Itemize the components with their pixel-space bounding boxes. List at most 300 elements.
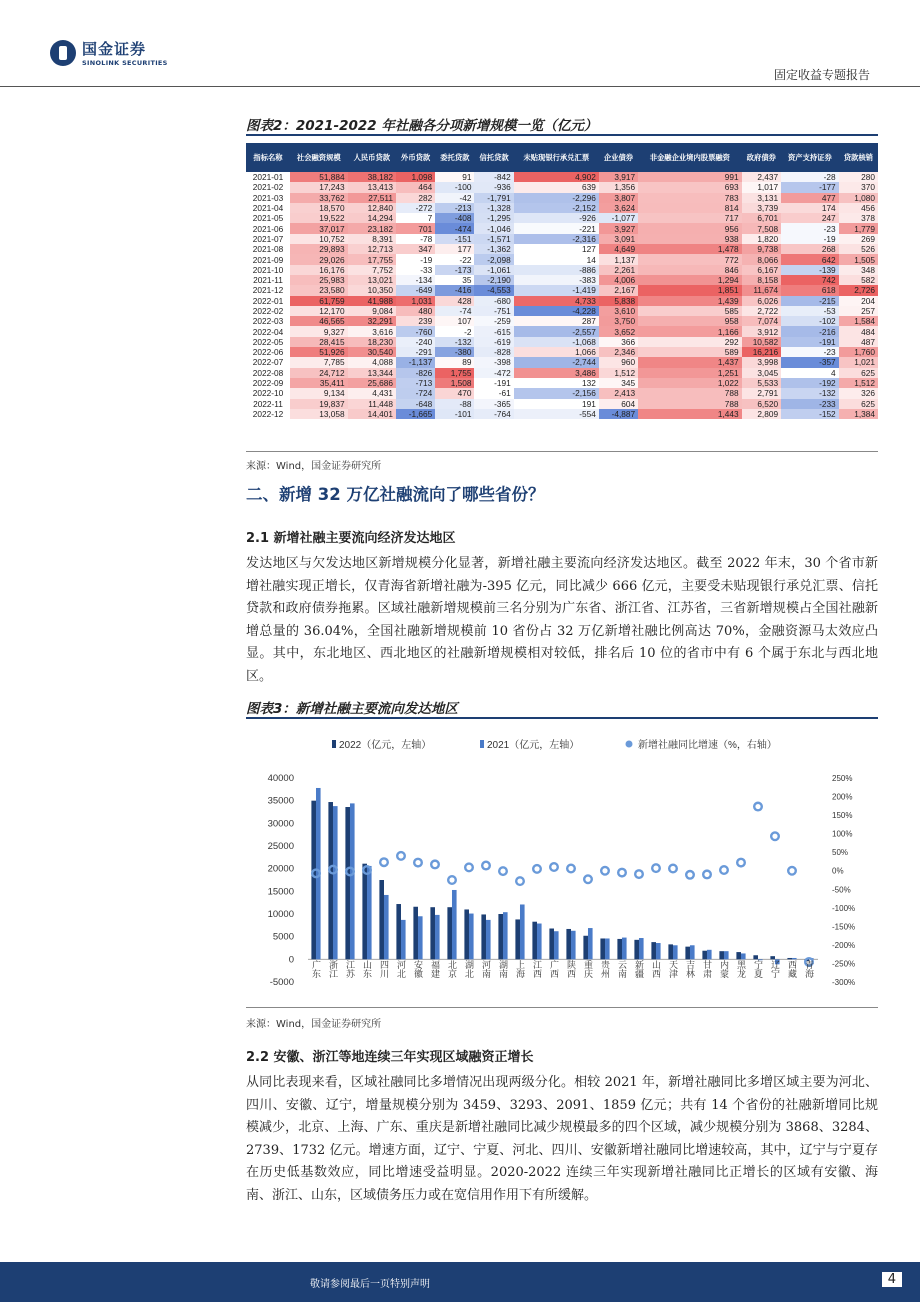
table-cell: -215 (781, 296, 839, 306)
table-cell: -23 (781, 347, 839, 357)
table-cell: 7 (427, 213, 433, 224)
table-cell: 1,505 (839, 254, 878, 264)
bar-2022 (379, 880, 384, 959)
table-cell: -713 (396, 378, 435, 388)
bar-2022 (328, 802, 333, 959)
table-cell: 345 (599, 378, 638, 388)
table-cell: 3,750 (599, 316, 638, 326)
x-axis-category-label: 河南 (480, 960, 491, 979)
growth-dot (737, 859, 745, 867)
table-cell: -1,068 (514, 337, 599, 347)
table-cell: 16,216 (742, 347, 781, 357)
right-axis-tick-label: -100% (832, 903, 856, 913)
table-cell: 526 (839, 244, 878, 254)
table-cell: 6,026 (742, 296, 781, 306)
table-cell: 1,478 (638, 244, 742, 254)
table-cell: 13,344 (348, 368, 396, 378)
table-header-cell: 未贴现银行承兑汇票 (514, 143, 599, 172)
table-cell: 3,807 (599, 193, 638, 203)
table-header-cell: 指标名称 (246, 143, 290, 172)
chart-bars (311, 788, 813, 964)
table-cell: 3,131 (742, 193, 781, 203)
bar-2021 (350, 803, 355, 959)
table-cell: 938 (638, 234, 742, 244)
table-row (246, 409, 878, 419)
table-cell: 14,401 (348, 409, 396, 419)
growth-dot (567, 865, 575, 873)
table-cell: -23 (781, 223, 839, 233)
table-cell: 280 (839, 172, 878, 182)
table-cell: 625 (839, 399, 878, 409)
x-axis-category-label: 吉林 (684, 960, 695, 979)
bar-2022 (498, 914, 503, 959)
table-cell: 1,384 (839, 409, 878, 419)
growth-dot (618, 869, 626, 877)
table-cell: 2021-05 (252, 213, 284, 224)
right-axis-tick-label: -250% (832, 959, 856, 969)
table-cell: 2022-07 (252, 357, 284, 368)
table-cell: 4,088 (348, 357, 396, 367)
table-cell: 1,443 (638, 409, 742, 419)
x-axis-category-label: 陕西 (565, 960, 576, 979)
figure3-bottom-rule (246, 1007, 878, 1008)
table-cell: 292 (638, 337, 742, 347)
growth-dot (380, 858, 388, 866)
right-axis-tick-label: -50% (832, 885, 851, 895)
table-cell: 12,840 (348, 203, 396, 213)
legend-growth-marker (626, 741, 633, 748)
table-cell: 639 (514, 182, 599, 192)
table-cell: 174 (781, 203, 839, 213)
table-cell: -1,328 (474, 203, 513, 213)
table-cell: -74 (435, 306, 474, 316)
table-cell: -842 (474, 172, 513, 182)
table-cell: 2022-12 (252, 408, 284, 419)
table-cell: 12,170 (290, 306, 348, 316)
growth-dot (686, 871, 694, 879)
table-cell: 1,584 (839, 316, 878, 326)
table-row (246, 347, 878, 357)
bar-2022 (685, 947, 690, 960)
right-axis-tick-label: 150% (832, 811, 853, 821)
table-cell: 772 (638, 254, 742, 264)
figure2-title-rule (246, 134, 878, 136)
bar-2022 (583, 936, 588, 960)
bar-2022 (566, 929, 571, 959)
left-axis-tick-label: 35000 (267, 795, 294, 807)
table-cell: -408 (435, 213, 474, 223)
table-cell: -132 (781, 388, 839, 398)
table-cell: 1,080 (839, 193, 878, 203)
left-axis-tick-label: 25000 (267, 841, 294, 852)
figure2-bottom-rule (246, 451, 878, 452)
legend-2022-label: 2022（亿元，左轴） (339, 740, 432, 751)
table-cell: -828 (474, 347, 513, 357)
table-cell: 701 (396, 223, 435, 233)
table-cell: 2,346 (599, 347, 638, 357)
growth-dot (448, 876, 456, 884)
x-axis-category-label: 四川 (378, 960, 389, 979)
bar-2021 (724, 951, 729, 959)
table-cell: -2,316 (514, 234, 599, 244)
growth-dot (669, 865, 677, 873)
table-cell: 257 (839, 306, 878, 316)
growth-dot (550, 863, 558, 871)
legend-growth-label: 新增社融同比增速（%，右轴） (638, 740, 777, 751)
table-cell: -2,156 (514, 388, 599, 398)
table-cell: 464 (396, 182, 435, 192)
table-cell: -19 (420, 254, 433, 265)
table-row (246, 234, 878, 244)
x-axis-category-label: 辽宁 (769, 960, 780, 979)
legend-2021-label: 2021（亿元，左轴） (487, 740, 580, 751)
table-cell: 19,837 (290, 399, 348, 409)
table-cell: 28,415 (290, 337, 348, 347)
table-cell: 3,652 (599, 326, 638, 336)
table-cell: 3,912 (742, 326, 781, 336)
table-cell: 282 (396, 193, 435, 203)
table-cell: -151 (435, 234, 474, 244)
table-cell: 2022-05 (252, 336, 284, 347)
table-cell: 2021-10 (252, 264, 284, 275)
bar-2021 (435, 915, 440, 959)
table-cell: 3,739 (742, 203, 781, 213)
table-cell: 6,520 (742, 399, 781, 409)
table-cell: -1,137 (396, 357, 435, 367)
table-cell: -192 (781, 378, 839, 388)
table-cell: 2,722 (742, 306, 781, 316)
x-axis-category-label: 天津 (667, 960, 678, 979)
growth-dot (788, 867, 796, 875)
table-cell: -173 (435, 265, 474, 275)
table-cell: -191 (494, 378, 511, 389)
table-cell: 2022-11 (253, 398, 283, 409)
table-cell: -648 (396, 399, 435, 409)
bar-2021 (333, 806, 338, 959)
table-cell: -78 (420, 233, 433, 244)
table-row (246, 203, 878, 213)
table-row (246, 368, 878, 378)
table-cell: 2021-02 (252, 182, 284, 193)
section2-1-heading: 2.1 新增社融主要流向经济发达地区 (246, 531, 456, 546)
table-cell: -615 (474, 326, 513, 336)
table-cell: -619 (474, 337, 513, 347)
left-axis-tick-label: 5000 (272, 931, 294, 943)
logo-icon (50, 40, 76, 66)
bar-2022 (651, 942, 656, 959)
page-header (0, 0, 920, 90)
table-cell: 17,243 (290, 182, 348, 192)
table-cell: 1,251 (638, 368, 742, 378)
right-axis-tick-label: 250% (832, 774, 853, 783)
table-cell: 35 (462, 275, 472, 286)
section2-1-paragraph: 发达地区与欠发达地区新增规模分化显著，新增社融主要流向经济发达地区。截至 2022 年末，30 个省市新增社融实现正增长，仅青海省新增社融为-395 亿元，同比减少 666 亿元，主要受未贴现银行承兑汇票、信托贷款和政府债券拖累。区域社融新增规模前三名分别为广东省、浙江省、江苏省，三省新增规模占全国社融新增总量的 36.04%，全国社融新增规模前 10 省份占 32 万亿新增社融比例高达 70%，金融资源马太效应凸显。其中，东北地区、西北地区的社融新增规模相对较低，排名后 10 位的省市中有 6 个属于东北与西北地区。 (246, 556, 878, 684)
table-cell: 191 (582, 398, 596, 409)
table-header-cell: 信托贷款 (474, 143, 513, 172)
table-cell: 4,431 (348, 388, 396, 398)
table-cell: -216 (781, 326, 839, 336)
table-row (246, 337, 878, 347)
table-header-cell: 资产支持证券 (781, 143, 839, 172)
figure3-title-rule (246, 717, 878, 719)
table-cell: 846 (638, 265, 742, 275)
header-divider (0, 86, 920, 87)
table-cell: 428 (435, 296, 474, 306)
table-cell: -152 (781, 409, 839, 419)
x-axis-category-label: 上海 (514, 960, 525, 979)
table-cell: -28 (781, 172, 839, 182)
bar-2021 (554, 931, 559, 959)
left-axis-tick-label: 20000 (267, 863, 294, 875)
table-cell: 1,166 (638, 326, 742, 336)
x-axis-category-label: 重庆 (582, 960, 593, 979)
company-logo (50, 38, 168, 67)
table-cell: 13,058 (290, 409, 348, 419)
table-row (246, 388, 878, 398)
table-cell: 11,448 (348, 399, 396, 409)
table-cell: 1,439 (638, 296, 742, 306)
table-cell: 378 (839, 213, 878, 223)
table-cell: 29,026 (290, 254, 348, 264)
bar-2021 (452, 890, 457, 959)
table-cell: -1,061 (474, 265, 513, 275)
table-cell: 8,391 (348, 234, 396, 244)
x-axis-category-label: 河北 (395, 960, 406, 979)
growth-dot (720, 866, 728, 874)
table-cell: 3,045 (742, 368, 781, 378)
table-cell: -1,362 (474, 244, 513, 254)
table-cell: -4,553 (474, 285, 513, 295)
bar-2022 (617, 939, 622, 959)
table-cell: -139 (781, 265, 839, 275)
table-cell: 239 (396, 316, 435, 326)
table-cell: 3,624 (599, 203, 638, 213)
table-row (246, 213, 878, 223)
table-cell: 6,701 (742, 213, 781, 223)
table-cell: -102 (781, 316, 839, 326)
section2-heading: 二、新增 32 万亿社融流向了哪些省份？ (246, 485, 545, 504)
report-type: 固定收益专题报告 (773, 68, 870, 82)
table-cell: 177 (435, 244, 474, 254)
table-row (246, 399, 878, 409)
table-cell: 1,508 (435, 378, 474, 388)
section2-2-paragraph: 从同比表现来看，区域社融同比多增情况出现两级分化。相较 2021 年，新增社融同比多增区域主要为河北、四川、安徽、辽宁，增量规模分别为 3459、3293、2091、1859 亿元；共有 14 个省份的社融新增同比规模减少，北京、上海、广东、重庆是新增社融同比减少规模最多的四个区域，减少规模分别为 3868、3284、2739、1732 亿元。增速方面，辽宁、宁夏、河北、四川、安徽新增社融同比增速较高，其中，辽宁与宁夏存在历史低基数效应，同比增速受益明显。2020-2022 连续三年实现新增社融同比正增长的区域有安徽、海南、浙江、山东，区域债务压力或在宽信用作用下有所缓解。 (246, 1075, 878, 1203)
table-header-cell: 政府债券 (742, 143, 781, 172)
bar-2021 (367, 866, 372, 959)
table-cell: 2021-09 (252, 254, 284, 265)
table-cell: 1,021 (839, 357, 878, 367)
table-cell: 991 (638, 172, 742, 182)
left-axis-tick-label: 10000 (267, 909, 294, 920)
table-cell: -22 (459, 254, 472, 265)
table-cell: 91 (435, 172, 474, 182)
bar-2021 (571, 931, 576, 960)
table-cell: 14,294 (348, 213, 396, 223)
table-cell: 1,512 (599, 368, 638, 378)
table-cell: -365 (474, 399, 513, 409)
chart-axes (268, 773, 856, 988)
growth-dot (499, 867, 507, 875)
social-financing-table (246, 143, 878, 419)
table-cell: 9,084 (348, 306, 396, 316)
table-cell: 2021-04 (252, 203, 284, 214)
table-cell: 477 (781, 193, 839, 203)
table-cell: 956 (638, 223, 742, 233)
table-cell: 5,838 (599, 296, 638, 306)
table-row (246, 316, 878, 326)
table-cell: 1,022 (638, 378, 742, 388)
table-cell: 3,616 (348, 326, 396, 336)
table-cell: 61,759 (290, 296, 348, 306)
table-row (246, 182, 878, 192)
table-row (246, 172, 878, 182)
x-axis-category-label: 福建 (429, 960, 440, 979)
table-cell: 3,998 (742, 357, 781, 367)
x-axis-category-label: 广西 (548, 960, 559, 979)
table-cell: -886 (514, 265, 599, 275)
bar-2022 (736, 952, 741, 959)
logo-cn-text: 国金证券 (82, 40, 147, 58)
table-cell: 18,570 (290, 203, 348, 213)
table-cell: 13,021 (348, 275, 396, 285)
table-cell: 742 (781, 275, 839, 285)
table-row (246, 223, 878, 233)
table-cell: 1,760 (839, 347, 878, 357)
table-cell: 814 (638, 203, 742, 213)
table-cell: 1,098 (396, 172, 435, 182)
bar-2021 (401, 920, 406, 959)
table-cell: 1,137 (599, 254, 638, 264)
x-axis-category-label: 内蒙 (718, 960, 729, 979)
table-cell: 51,884 (290, 172, 348, 182)
right-axis-tick-label: 50% (832, 848, 849, 858)
table-cell: 10,752 (290, 234, 348, 244)
left-axis-tick-label: 30000 (267, 818, 294, 830)
table-cell: 1,512 (839, 378, 878, 388)
figure3-title: 图表3：新增社融主要流向发达地区 (246, 701, 458, 717)
table-cell: -88 (435, 399, 474, 409)
bar-2021 (588, 928, 593, 959)
table-cell: 4,902 (514, 172, 599, 182)
table-cell: 326 (839, 388, 878, 398)
table-cell: -132 (435, 337, 474, 347)
table-cell: -4,887 (599, 409, 638, 419)
table-cell: 2,791 (742, 388, 781, 398)
table-cell: 18,230 (348, 337, 396, 347)
x-axis-category-label: 广东 (310, 960, 321, 979)
x-axis-category-label: 山东 (361, 960, 372, 979)
table-cell: 456 (839, 203, 878, 213)
table-cell: 2021-11 (253, 275, 283, 286)
table-header-cell: 贷款核销 (839, 143, 878, 172)
table-cell: -53 (781, 306, 839, 316)
table-cell: 16,176 (290, 265, 348, 275)
bar-2021 (486, 920, 491, 959)
table-cell: -2 (464, 326, 472, 337)
figure2-source: 来源：Wind，国金证券研究所 (246, 461, 382, 472)
table-cell: 3,927 (599, 223, 638, 233)
table-header-cell: 人民币贷款 (348, 143, 396, 172)
bar-2022 (753, 955, 758, 959)
growth-dot (431, 861, 439, 869)
table-cell: 1,294 (638, 275, 742, 285)
bar-2021 (605, 938, 610, 959)
table-cell: 2021-12 (252, 285, 284, 296)
bar-2021 (622, 938, 627, 960)
table-cell: -2,744 (514, 357, 599, 367)
bar-2022 (345, 807, 350, 959)
table-cell: -134 (396, 275, 435, 285)
x-axis-category-label: 江苏 (344, 960, 355, 979)
table-cell: 9,134 (290, 388, 348, 398)
growth-dot (635, 870, 643, 878)
table-cell: 788 (638, 399, 742, 409)
bar-2022 (787, 958, 792, 959)
table-cell: 13,413 (348, 182, 396, 192)
growth-dot (601, 867, 609, 875)
table-cell: 487 (839, 337, 878, 347)
table-header-cell: 企业债券 (599, 143, 638, 172)
table-cell: 25,983 (290, 275, 348, 285)
table-cell: -1,571 (474, 234, 513, 244)
region-financing-chart (246, 728, 878, 1000)
table-cell: 2022-06 (252, 347, 284, 358)
figure3-source: 来源：Wind，国金证券研究所 (246, 1019, 382, 1030)
table-cell: 38,182 (348, 172, 396, 182)
bar-2021 (792, 958, 797, 959)
table-row (246, 378, 878, 388)
x-axis-category-label: 山西 (650, 960, 661, 979)
logo-en-text: SINOLINK SECURITIES (82, 59, 168, 67)
table-cell: 348 (839, 265, 878, 275)
growth-dot (703, 871, 711, 879)
table-cell: 1,851 (638, 285, 742, 295)
table-cell: 1,779 (839, 223, 878, 233)
table-row (246, 254, 878, 264)
table-cell: 2021-01 (252, 172, 284, 183)
table-row (246, 285, 878, 295)
table-cell: -680 (474, 296, 513, 306)
table-cell: -240 (396, 337, 435, 347)
growth-dot (533, 865, 541, 873)
table-cell: 960 (599, 357, 638, 367)
table-cell: -101 (435, 409, 474, 419)
table-cell: -751 (474, 306, 513, 316)
table-cell: 788 (638, 388, 742, 398)
table-cell: 2,437 (742, 172, 781, 182)
x-axis-category-label: 西藏 (786, 960, 797, 979)
left-axis-tick-label: 0 (288, 954, 294, 966)
table-cell: 958 (638, 316, 742, 326)
table-cell: 37,017 (290, 223, 348, 233)
table-row (246, 265, 878, 275)
table-cell: 2021-06 (252, 223, 284, 234)
table-cell: -649 (396, 285, 435, 295)
bar-2021 (418, 916, 423, 959)
table-cell: 8,066 (742, 254, 781, 264)
table-cell: 30,540 (348, 347, 396, 357)
table-cell: 370 (839, 182, 878, 192)
bar-2021 (520, 904, 525, 959)
table-cell: 783 (638, 193, 742, 203)
growth-dot (414, 859, 422, 867)
bar-2021 (537, 924, 542, 960)
table-row (246, 275, 878, 285)
bar-2021 (673, 945, 678, 959)
table-cell: 32,291 (348, 316, 396, 326)
table-cell: -398 (474, 357, 513, 367)
table-cell: -1,665 (396, 409, 435, 419)
